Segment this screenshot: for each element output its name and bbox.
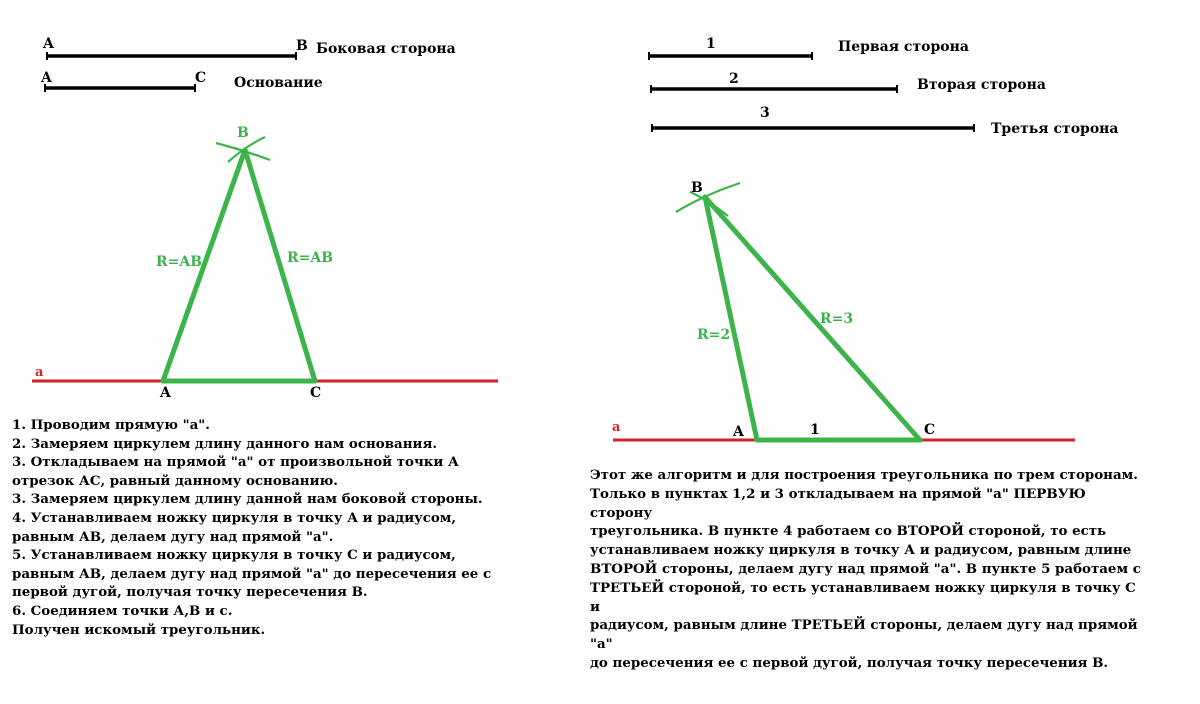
segment-first-number: 1 (706, 36, 716, 52)
segment-side-ab (47, 52, 296, 60)
segment-first (649, 52, 812, 60)
vertex-c-label-right: C (924, 422, 936, 438)
vertex-a-label-right: A (733, 424, 744, 440)
step-item: Получен искомый треугольник. (12, 621, 266, 638)
radius-left-label-right: R=2 (697, 327, 731, 343)
step-item: 1. Проводим прямую "а". (12, 417, 210, 433)
vertex-c-label-left: C (310, 385, 322, 401)
radius-right-label-left: R=AB (287, 250, 334, 266)
base-length-label-right: 1 (810, 422, 820, 438)
segment-third-caption: Третья сторона (991, 121, 1119, 137)
segment-base-start-label: A (41, 70, 52, 86)
segment-second (651, 85, 897, 93)
radius-left-label-left: R=AB (156, 254, 203, 270)
segment-side-caption: Боковая сторона (316, 41, 456, 57)
segment-base-ac (45, 84, 195, 92)
vertex-a-label-left: A (160, 385, 171, 401)
step-item: 5. Устанавливаем ножку циркуля в точку С и радиусом, равным АВ, делаем дугу над прямой "а" до пересечения ее с первой дугой, получая точку пересечения В. (12, 547, 496, 601)
step-item: 2. Замеряем циркулем длину данного нам основания. (12, 435, 438, 452)
segment-second-number: 2 (729, 71, 739, 87)
segment-third-number: 3 (760, 105, 770, 121)
vertex-b-label-right: B (691, 180, 703, 196)
step-item: 6. Соединяем точки А,В и с. (12, 602, 233, 619)
three-sides-explanation: Этот же алгоритм и для построения треугольника по трем сторонам. Только в пунктах 1,2 и 3 откладываем на прямой "а" ПЕРВУЮ сторону треугольника. В пункте 4 работаем со ВТОРОЙ стороной, то есть устанавливаем ножку циркуля в точку А и радиусом, равным длине ВТОРОЙ стороны, делаем дугу над прямой "а". В пункте 5 работаем с ТРЕТЬЕЙ стороной, то есть устанавливаем ножку циркуля в точку С и радиусом, равным длине ТРЕТЬЕЙ стороны, делаем дугу над прямой "а" до пересечения ее с первой дугой, получая точку пересечения В. (590, 467, 1141, 671)
line-a-label-right: a (612, 420, 621, 435)
line-a-label-left: a (35, 365, 44, 380)
segment-side-end-label: B (296, 38, 308, 54)
segment-side-start-label: A (43, 36, 54, 52)
segment-third (652, 124, 974, 132)
step-item: 4. Устанавливаем ножку циркуля в точку А и радиусом, равным АВ, делаем дугу над прямой "а". (12, 509, 461, 545)
segment-base-end-label: C (195, 70, 207, 86)
segment-base-caption: Основание (234, 75, 323, 91)
radius-right-label-right: R=3 (820, 311, 854, 327)
segment-second-caption: Вторая сторона (917, 77, 1046, 93)
step-item: 3. Откладываем на прямой "а" от произвольной точки А отрезок АС, равный данному основанию. (12, 454, 464, 489)
step-item: 3. Замеряем циркулем длину данной нам боковой стороны. (12, 491, 483, 508)
construction-steps-list (12, 416, 512, 639)
segment-first-caption: Первая сторона (838, 39, 969, 55)
vertex-b-label-left: B (237, 125, 249, 141)
scalene-triangle (705, 197, 920, 440)
